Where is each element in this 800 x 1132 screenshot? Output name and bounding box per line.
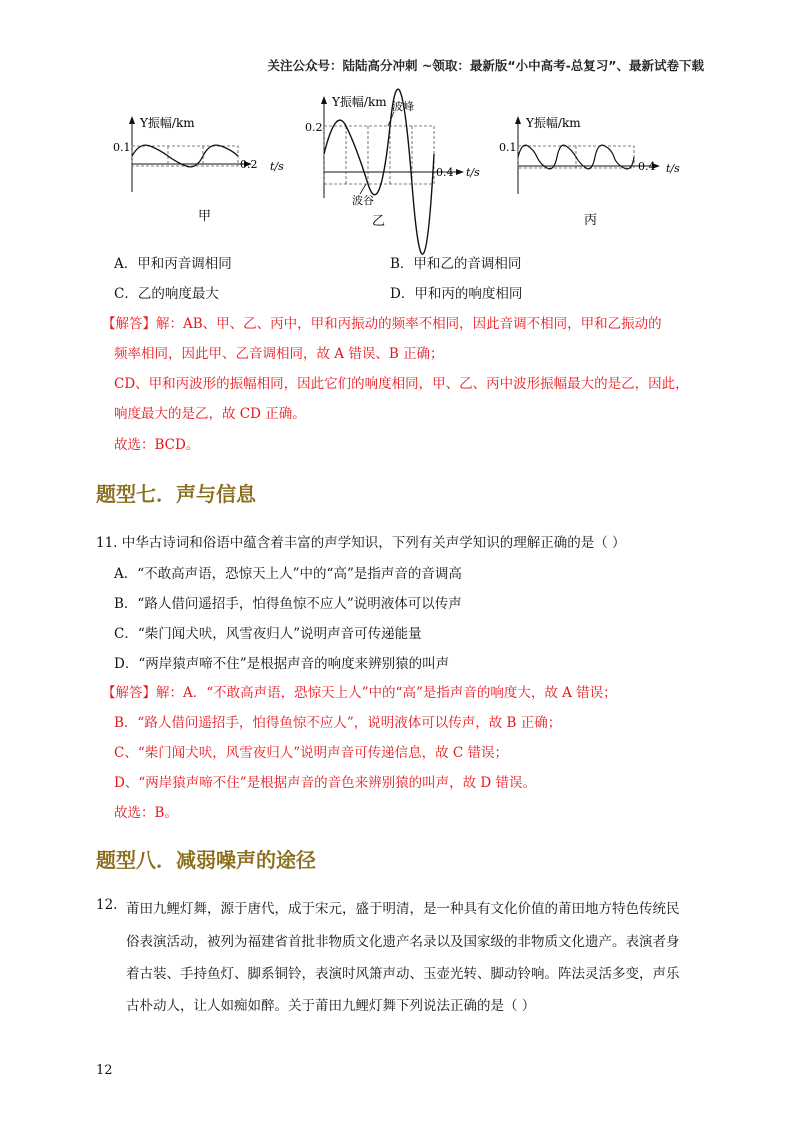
q11-option-a: A．“不敢高声语，恐惊天上人”中的“高”是指声音的音调高 [114, 566, 462, 582]
q11-option-b: B．“路人借问遥招手，怕得鱼惊不应人”说明液体可以传声 [114, 596, 462, 612]
amp-bing: 0.1 [499, 141, 517, 154]
q11-option-d: D．“两岸猿声啼不住”是根据声音的响度来辨别猿的叫声 [114, 656, 450, 672]
q10-option-d: D．甲和丙的响度相同 [390, 286, 523, 302]
caption-jia: 甲 [198, 209, 212, 224]
amp-yi: 0.2 [305, 121, 323, 134]
q10-answer-line2: 频率相同，因此甲、乙音调相同，故 A 错误、B 正确； [114, 346, 444, 362]
ylabel-yi: Y振幅/km [332, 95, 387, 109]
q10-option-c: C．乙的响度最大 [114, 286, 219, 302]
figure-bing [496, 112, 696, 228]
q11-answer-result: 故选：B。 [114, 805, 178, 821]
time-bing: 0.4 [638, 160, 656, 173]
answer-tag: 【解答】 [102, 316, 156, 332]
q10-answer-line3: CD、甲和丙波形的振幅相同，因此它们的响度相同，甲、乙、丙中波形振幅最大的是乙，因此， [114, 376, 689, 392]
time-jia: 0.2 [240, 158, 258, 171]
q11-stem: 11. 中华古诗词和俗语中蕴含着丰富的声学知识，下列有关声学知识的理解正确的是（ ） [96, 535, 626, 551]
crest-label: 波峰 [392, 100, 414, 113]
q10-option-b: B．甲和乙的音调相同 [390, 256, 522, 272]
figure-jia [110, 112, 310, 222]
q10-answer-line4: 响度最大的是乙，故 CD 正确。 [114, 406, 306, 422]
tlabel-bing: t/s [666, 162, 680, 175]
page-number: 12 [96, 1063, 113, 1078]
q11-answer-line4: D、“两岸猿声啼不住”是根据声音的音色来辨别猿的叫声，故 D 错误。 [114, 775, 537, 791]
q12-line4: 古朴动人，让人如痴如醉。关于莆田九鲤灯舞下列说法正确的是（ ） [126, 998, 536, 1014]
section-heading-7: 题型七．声与信息 [96, 482, 256, 506]
q12-number: 12. [96, 897, 118, 913]
ylabel-jia: Y振幅/km [140, 116, 195, 130]
figure-yi [302, 90, 502, 230]
q10-answer-result: 故选：BCD。 [114, 437, 200, 453]
q12-line1: 莆田九鲤灯舞，源于唐代，成于宋元，盛于明清，是一种具有文化价值的莆田地方特色传统民 [126, 901, 680, 917]
trough-label: 波谷 [352, 194, 374, 207]
q11-answer-line2: B．“路人借问遥招手，怕得鱼惊不应人”，说明液体可以传声，故 B 正确； [114, 715, 562, 731]
answer-tag: 【解答】 [102, 685, 156, 701]
q11-answer-line1: 【解答】解：A．“不敢高声语，恐惊天上人”中的“高”是指声音的响度大，故 A 错误； [102, 685, 617, 701]
q10-option-a: A．甲和丙音调相同 [114, 256, 232, 272]
tlabel-jia: t/s [270, 160, 284, 173]
q12-line2: 俗表演活动，被列为福建省首批非物质文化遗产名录以及国家级的非物质文化遗产。表演者身 [126, 934, 680, 950]
caption-yi: 乙 [372, 214, 386, 229]
q11-answer-line3: C、“柴门闻犬吠，风雪夜归人”说明声音可传递信息，故 C 错误； [114, 745, 509, 761]
tlabel-yi: t/s [466, 166, 480, 179]
ylabel-bing: Y振幅/km [526, 116, 581, 130]
time-yi: 0.4 [436, 166, 454, 179]
caption-bing: 丙 [584, 213, 598, 228]
q10-answer-line1: 【解答】解：AB、甲、乙、丙中，甲和丙振动的频率不相同，因此音调不相同，甲和乙振动的 [102, 316, 662, 332]
amp-jia: 0.1 [113, 141, 131, 154]
page-header: 关注公众号：陆陆高分冲刺 ~领取：最新版“小中高考-总复习”、最新试卷下载 [267, 58, 704, 73]
q11-option-c: C．“柴门闻犬吠，风雪夜归人”说明声音可传递能量 [114, 626, 422, 642]
section-heading-8: 题型八．减弱噪声的途径 [96, 848, 316, 872]
q12-line3: 着古装、手持鱼灯、脚系铜铃，表演时风箫声动、玉壶光转、脚动铃响。阵法灵活多变，声乐 [126, 966, 680, 982]
